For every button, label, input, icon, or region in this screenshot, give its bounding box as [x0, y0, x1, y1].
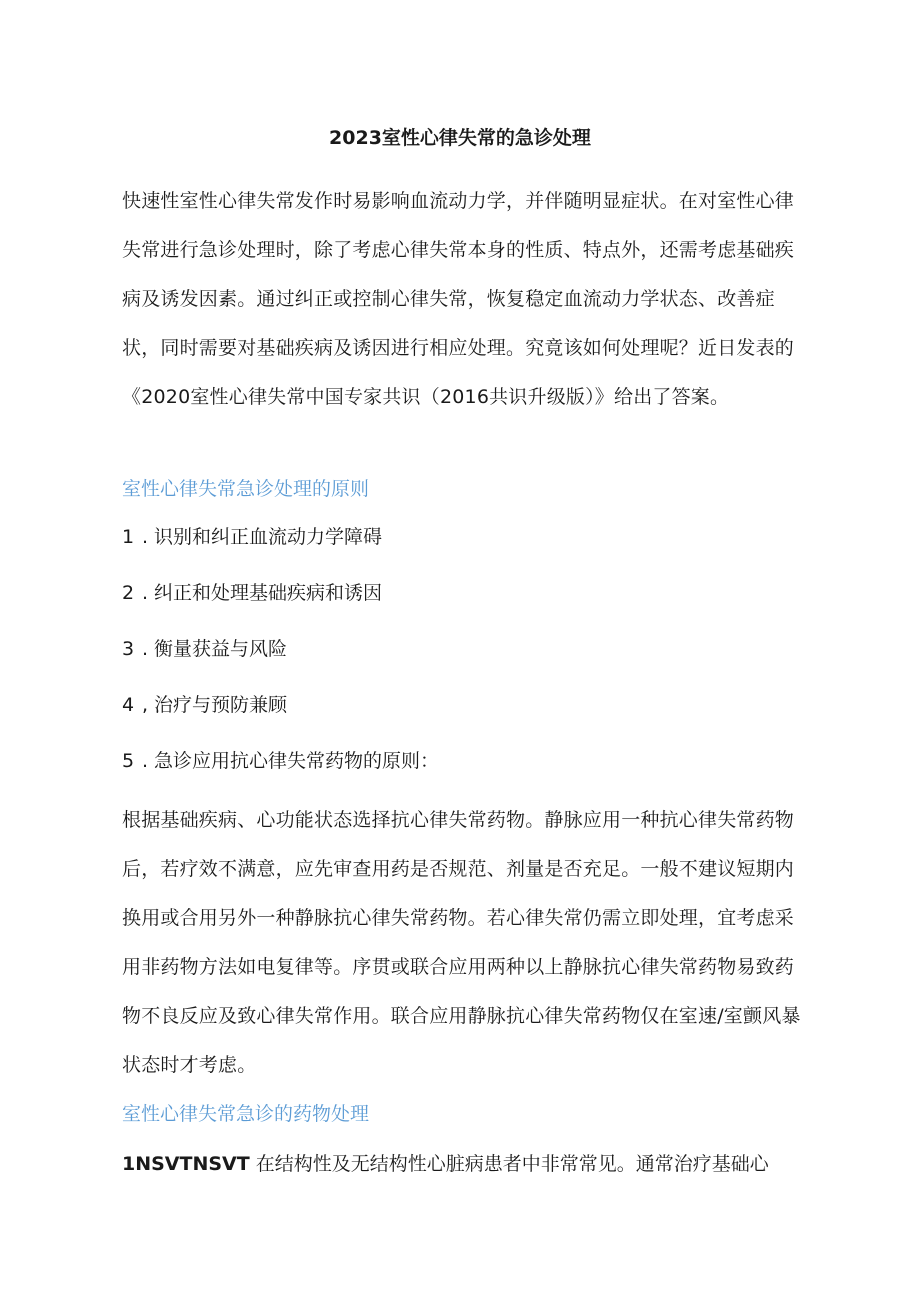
- nsvt-bold-lead: 1NSVTNSVT: [122, 1153, 250, 1175]
- section-heading-drug-treatment: 室性心律失常急诊的药物处理: [122, 1103, 370, 1125]
- list-item-separator: .: [142, 750, 149, 772]
- list-item-text: 治疗与预防兼顾: [154, 694, 288, 716]
- list-item-number: 5: [122, 750, 135, 772]
- list-item-separator: .: [142, 526, 149, 548]
- list-item-separator: .: [142, 638, 149, 660]
- drug-principles-paragraph: 根据基础疾病、心功能状态选择抗心律失常药物。静脉应用一种抗心律失常药物后，若疗效不满意，应先审查用药是否规范、剂量是否充足。一般不建议短期内换用或合用另外一种静脉抗心律失常药物。若心律失常仍需立即处理，宜考虑采用非药物方法如电复律等。序贯或联合应用两种以上静脉抗心律失常药物易致药物不良反应及致心律失常作用。联合应用静脉抗心律失常药物仅在室速/室颤风暴状态时才考虑。: [122, 809, 801, 1076]
- nsvt-paragraph: [122, 1144, 810, 1184]
- principles-list: [122, 520, 802, 800]
- list-item-text: 急诊应用抗心律失常药物的原则：: [154, 750, 440, 772]
- list-item-separator: ,: [142, 694, 149, 716]
- section-heading-principles: 室性心律失常急诊处理的原则: [122, 478, 370, 500]
- list-item-number: 4: [122, 694, 135, 716]
- intro-paragraph: 快速性室性心律失常发作时易影响血流动力学，并伴随明显症状。在对室性心律失常进行急诊处理时，除了考虑心律失常本身的性质、特点外，还需考虑基础疾病及诱发因素。通过纠正或控制心律失常，恢复稳定血流动力学状态、改善症状，同时需要对基础疾病及诱因进行相应处理。究竟该如何处理呢？近日发表的《2020室性心律失常中国专家共识（2016共识升级版）》给出了答案。: [122, 190, 795, 408]
- list-item-text: 识别和纠正血流动力学障碍: [154, 526, 383, 548]
- list-item: [122, 520, 802, 576]
- list-item-number: 1: [122, 526, 135, 548]
- list-item-number: 3: [122, 638, 135, 660]
- list-item-text: 纠正和处理基础疾病和诱因: [154, 582, 383, 604]
- list-item-separator: .: [142, 582, 149, 604]
- list-item-text: 衡量获益与风险: [154, 638, 288, 660]
- list-item: [122, 632, 802, 688]
- nsvt-text: 在结构性及无结构性心脏病患者中非常常见。通常治疗基础心: [255, 1153, 769, 1175]
- list-item-number: 2: [122, 582, 135, 604]
- list-item: [122, 744, 802, 800]
- list-item: [122, 688, 802, 744]
- document-title: 2023室性心律失常的急诊处理: [329, 127, 591, 149]
- list-item: [122, 576, 802, 632]
